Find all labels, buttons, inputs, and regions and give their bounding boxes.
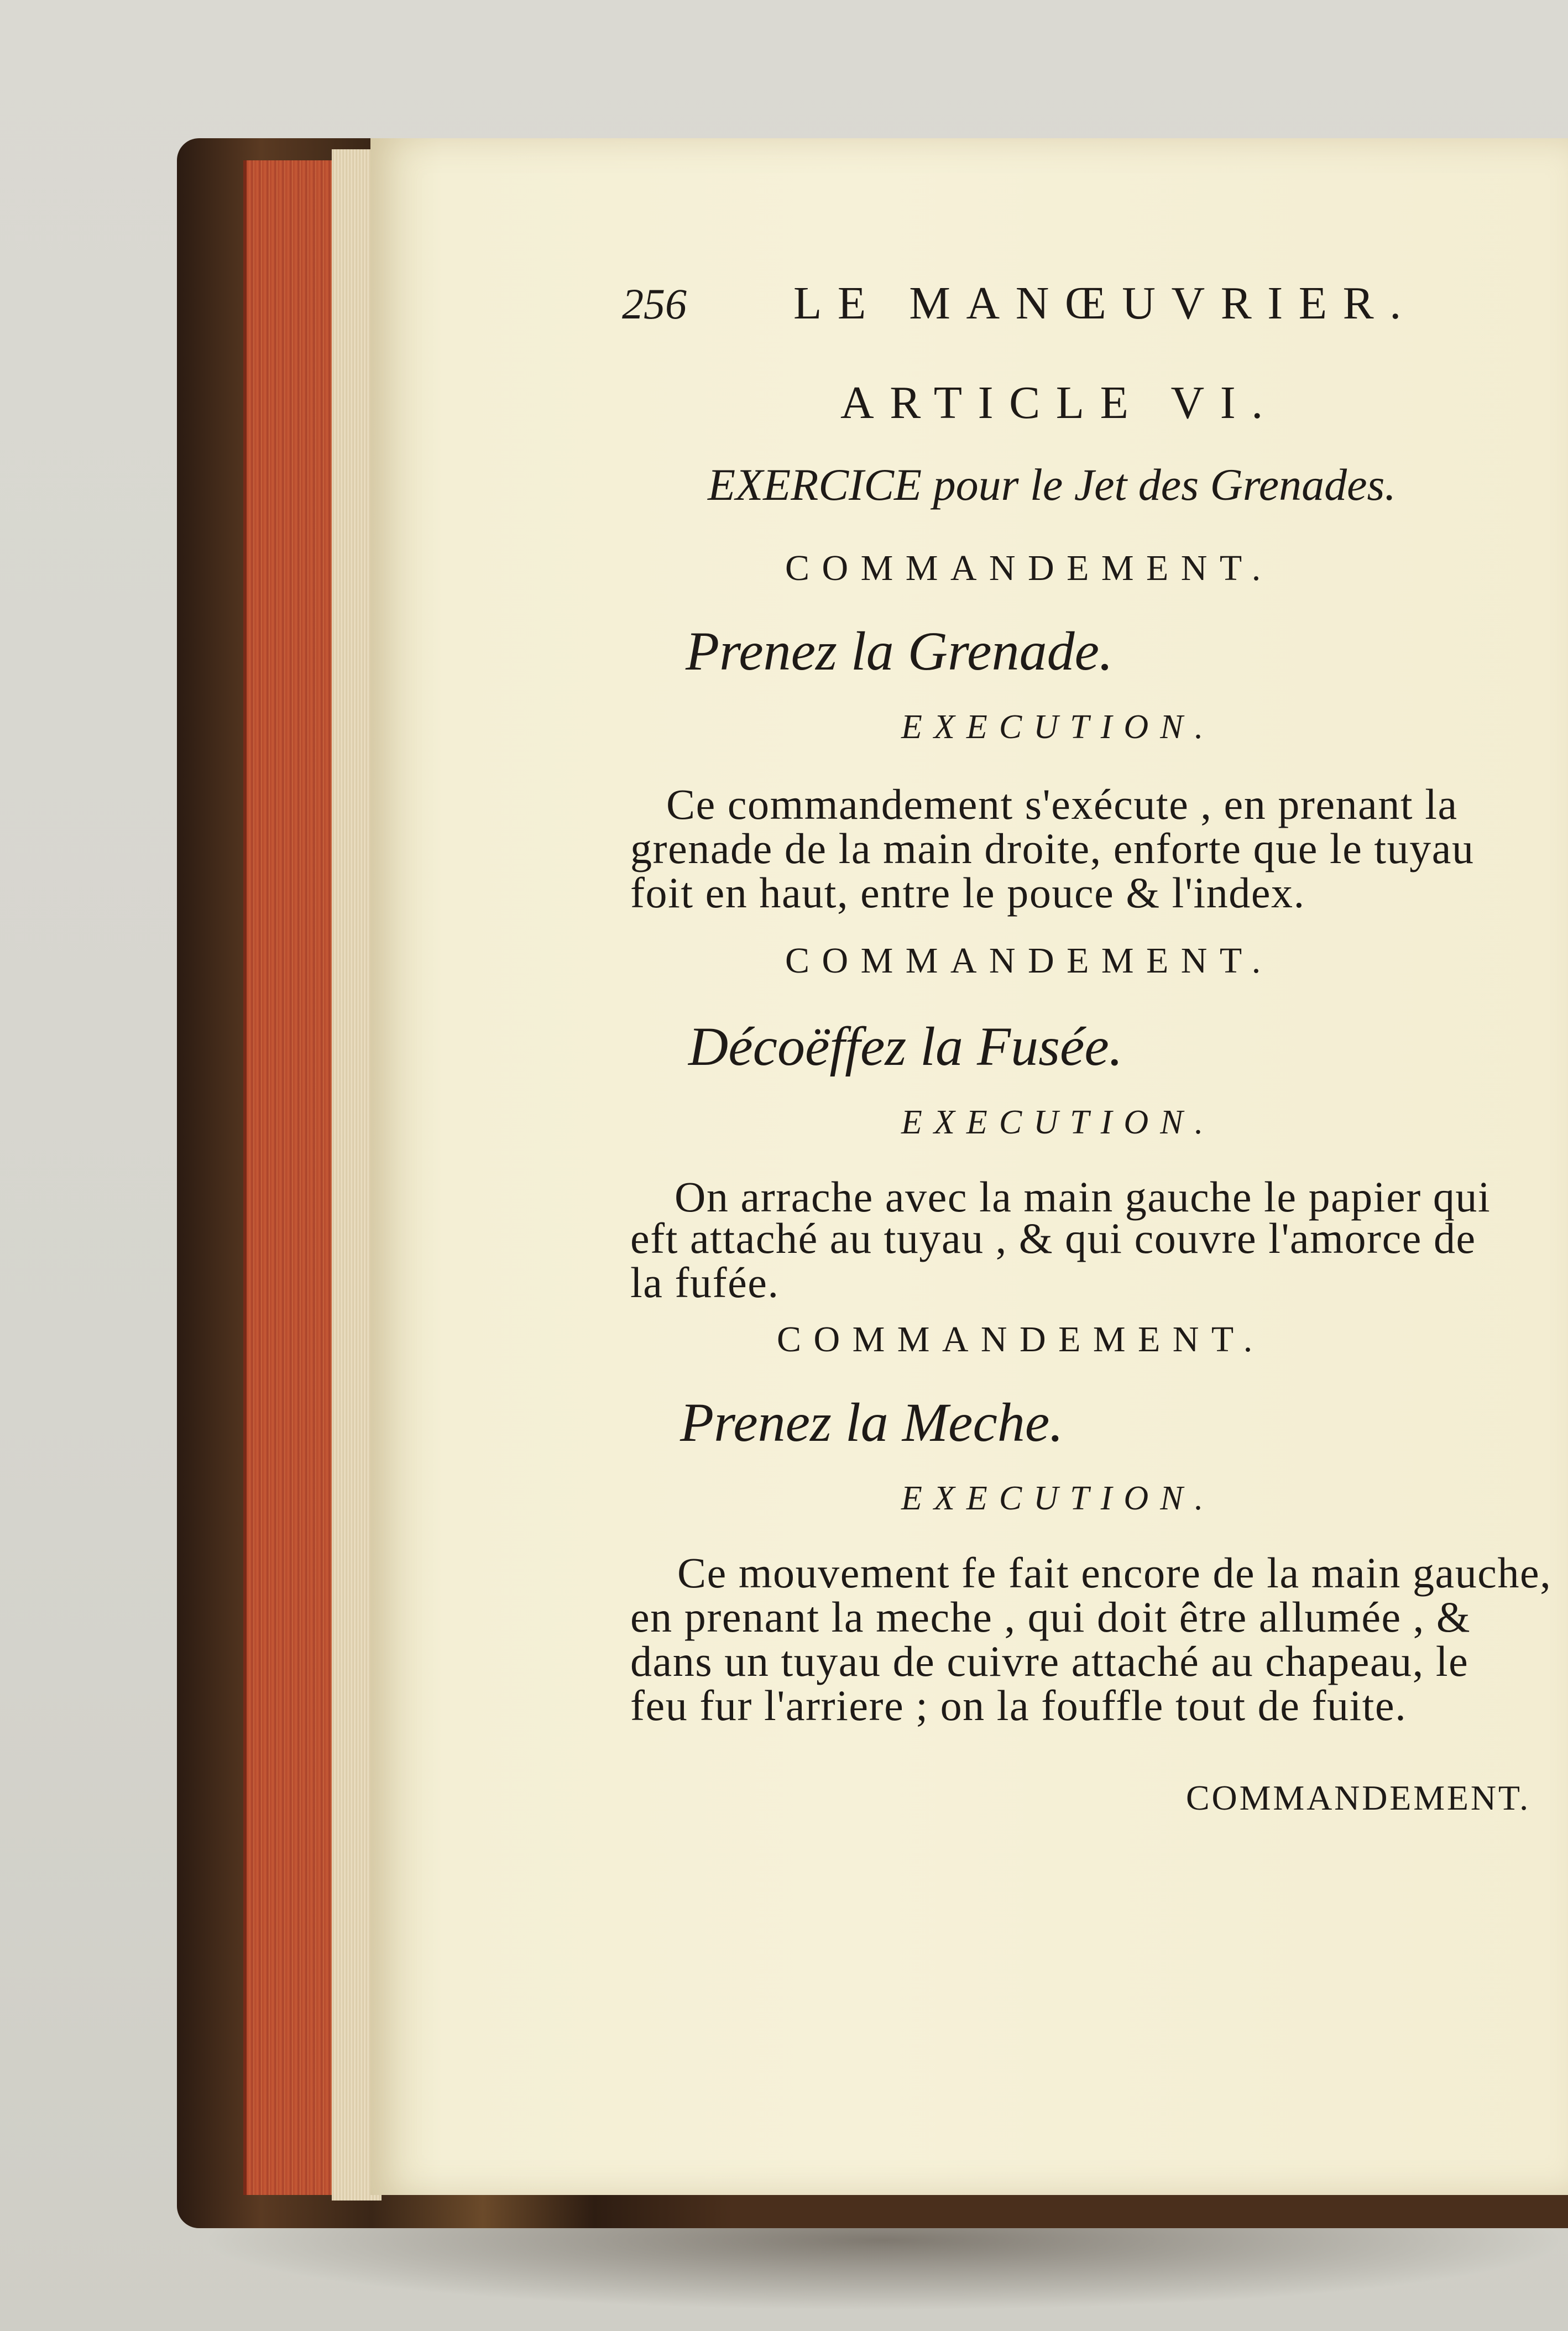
section-3-line-3: dans un tuyau de cuivre attaché au chapeau, le (630, 1637, 1469, 1685)
section-1-command: Prenez la Grenade. (686, 620, 1113, 682)
page-number: 256 (622, 280, 687, 328)
section-3-heading: COMMANDEMENT. (777, 1319, 1265, 1360)
section-1-heading: COMMANDEMENT. (785, 548, 1273, 588)
section-3-line-2: en prenant la meche , qui doit être allumée , & (630, 1593, 1471, 1641)
section-3-line-4: feu fur l'arriere ; on la fouffle tout de fuite. (630, 1681, 1407, 1729)
section-2-line-3: la fufée. (630, 1258, 780, 1306)
section-1-line-3: foit en haut, entre le pouce & l'index. (630, 869, 1305, 917)
book-shadow (199, 2223, 1568, 2311)
article-title: ARTICLE VI. (840, 377, 1279, 428)
section-1-execution-label: EXECUTION. (901, 708, 1215, 746)
book-page (370, 138, 1568, 2195)
running-title: LE MANŒUVRIER. (793, 278, 1417, 329)
section-1-line-1: Ce commandement s'exécute , en prenant la (666, 780, 1458, 828)
catchword: COMMANDEMENT. (1186, 1778, 1530, 1817)
section-2-execution-label: EXECUTION. (901, 1104, 1215, 1141)
section-2-command: Décoëffez la Fusée. (688, 1016, 1123, 1077)
section-2-heading: COMMANDEMENT. (785, 940, 1273, 981)
section-2-line-1: On arrache avec la main gauche le papier qui (675, 1173, 1491, 1221)
section-3-command: Prenez la Meche. (680, 1392, 1064, 1453)
section-3-execution-label: EXECUTION. (901, 1480, 1215, 1517)
section-3-line-1: Ce mouvement fe fait encore de la main gauche, (677, 1549, 1552, 1597)
article-subtitle: EXERCICE pour le Jet des Grenades. (708, 459, 1396, 510)
section-1-line-2: grenade de la main droite, enforte que le tuyau (630, 824, 1475, 872)
section-2-line-2: eft attaché au tuyau , & qui couvre l'amorce de (630, 1214, 1476, 1262)
